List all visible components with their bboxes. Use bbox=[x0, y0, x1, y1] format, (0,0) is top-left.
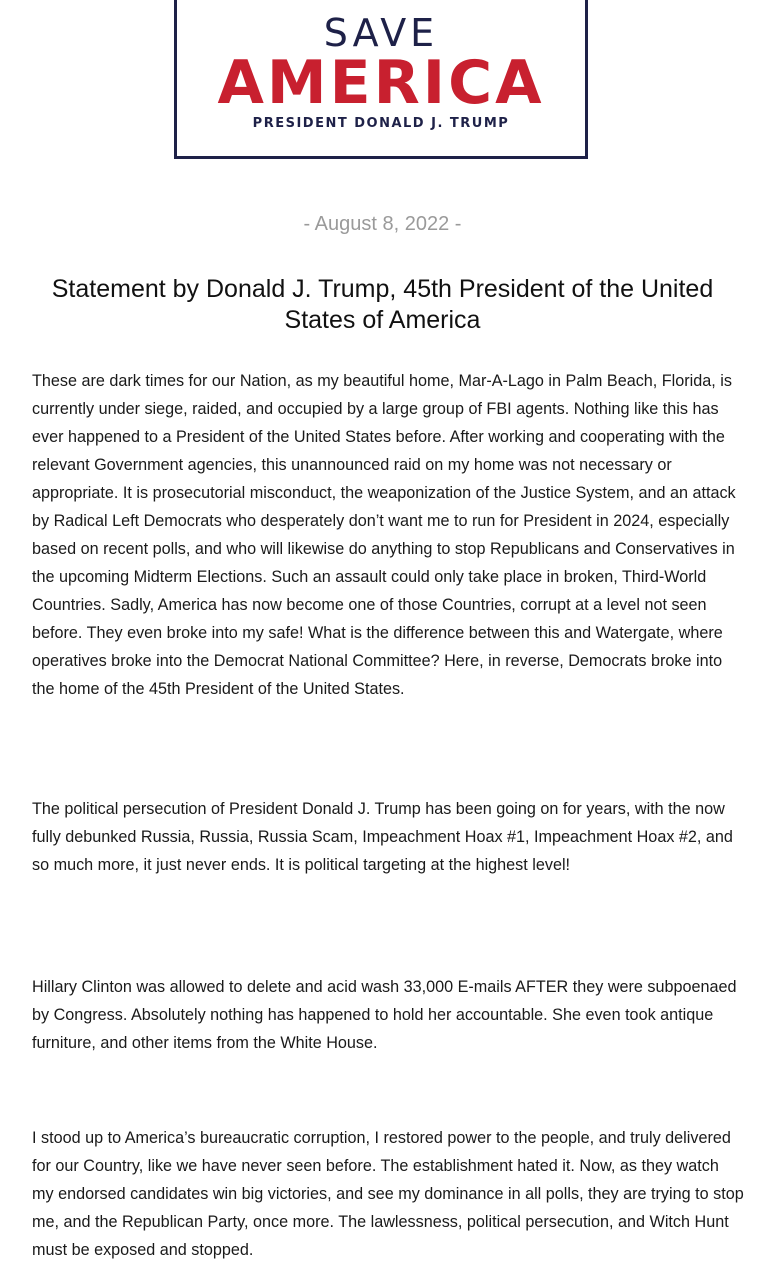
save-america-logo bbox=[174, 0, 588, 159]
statement-title: Statement by Donald J. Trump, 45th President of the United States of America bbox=[51, 275, 714, 334]
paragraph: The political persecution of President Donald J. Trump has been going on for years, with the now fully debunked Russia, Russia, Russia Scam, Impeachment Hoax #1, Impeachment Hoax #2, and so much more, it just never ends. It is political targeting at the highest level! bbox=[32, 800, 733, 874]
statement-date: - August 8, 2022 - bbox=[303, 213, 462, 235]
logo-save-text: SAVE bbox=[323, 11, 439, 55]
logo-subtitle: PRESIDENT DONALD J. TRUMP bbox=[252, 116, 510, 131]
paragraph: These are dark times for our Nation, as my beautiful home, Mar-A-Lago in Palm Beach, Florida, is currently under siege, raided, and occupied by a large group of FBI agents. Nothing like this has ever happened to a President of the United States before. After working and cooperating with the relevant Government agencies, this unannounced raid on my home was not necessary or appropriate. It is prosecutorial misconduct, the weaponization of the Justice System, and an attack by Radical Left Democrats who desperately don’t want me to run for President in 2024, especially based on recent polls, and who will likewise do anything to stop Republicans and Conservatives in the upcoming Midterm Elections. Such an assault could only take place in broken, Third-World Countries. Sadly, America has now become one of those Countries, corrupt at a level not seen before. They even broke into my safe! What is the difference between this and Watergate, where operatives broke into the Democrat National Committee? Here, in reverse, Democrats broke into the home of the 45th President of the United States. bbox=[32, 372, 736, 698]
logo-america-text: AMERICA bbox=[217, 48, 545, 118]
paragraph: I stood up to America’s bureaucratic corruption, I restored power to the people, and truly delivered for our Country, like we have never seen before. The establishment hated it. Now, as they watch my endorsed candidates win big victories, and see my dominance in all polls, they are trying to stop me, and the Republican Party, once more. The lawlessness, political persecution, and Witch Hunt must be exposed and stopped. bbox=[32, 1129, 744, 1259]
paragraph: Hillary Clinton was allowed to delete and acid wash 33,000 E-mails AFTER they were subpoenaed by Congress. Absolutely nothing has happened to hold her accountable. She even took antique furniture, and other items from the White House. bbox=[32, 978, 737, 1052]
